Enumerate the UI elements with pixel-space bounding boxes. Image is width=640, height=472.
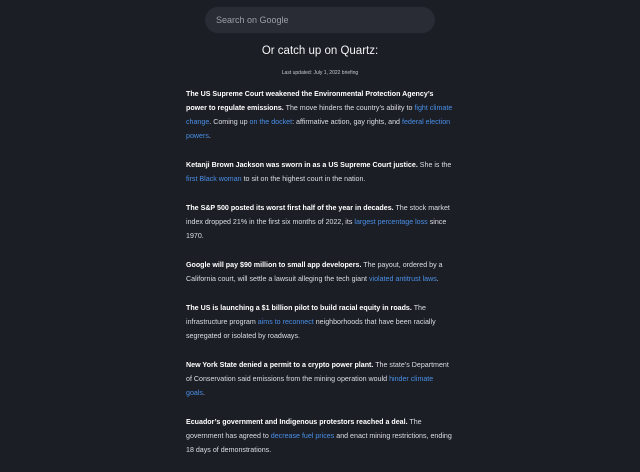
- news-text: The payout, ordered by a California court, will settle a lawsuit alleging the tech giant: [186, 261, 443, 283]
- news-text: The move hinders the country’s ability to: [283, 104, 415, 112]
- news-item: [186, 201, 454, 243]
- news-item: [186, 358, 454, 400]
- news-headline: Google will pay $90 million to small app developers.: [186, 261, 362, 269]
- news-text: The infrastructure program: [186, 304, 426, 326]
- news-headline: The US Supreme Court weakened the Environmental Protection Agency’s power to regulate emissions.: [186, 90, 434, 112]
- news-headline: The US is launching a $1 billion pilot to build racial equity in roads.: [186, 304, 412, 312]
- news-text: She is the: [417, 161, 452, 169]
- news-text: The government has agreed to: [186, 418, 422, 440]
- news-item: [186, 415, 454, 457]
- news-text: and enact mining restrictions, ending 18 days of demonstrations.: [186, 432, 452, 454]
- news-text: .: [202, 389, 205, 397]
- news-text: The state’s Department of Conservation said emissions from the mining operation would: [186, 361, 449, 383]
- news-headline: New York State denied a permit to a crypto power plant.: [186, 361, 374, 369]
- news-link[interactable]: decrease fuel prices: [270, 432, 335, 440]
- last-updated-label: Last updated: July 1, 2022 briefing: [281, 70, 359, 76]
- news-headline: Ecuador’s government and Indigenous protestors reached a deal.: [186, 418, 408, 426]
- news-text: .: [208, 132, 211, 140]
- search-input[interactable]: [216, 15, 424, 25]
- news-text: . Coming up: [209, 118, 250, 126]
- news-item: [186, 158, 454, 186]
- news-text: .: [436, 275, 439, 283]
- section-heading: Or catch up on Quartz:: [261, 45, 379, 57]
- news-link[interactable]: largest percentage loss: [354, 218, 428, 226]
- news-link[interactable]: fight climate change: [186, 104, 453, 126]
- news-text: : affirmative action, gay rights, and: [292, 118, 402, 126]
- news-text: The stock market index dropped 21% in the first six months of 2022, its: [186, 204, 450, 226]
- news-link[interactable]: hinder climate goals: [186, 375, 434, 397]
- news-text: since 1970.: [186, 218, 447, 240]
- news-item: [186, 258, 454, 286]
- news-headline: Ketanji Brown Jackson was sworn in as a US Supreme Court justice.: [186, 161, 418, 169]
- news-item: [186, 301, 454, 343]
- search-bar[interactable]: [205, 7, 435, 33]
- news-link[interactable]: first Black woman: [186, 175, 242, 183]
- news-link[interactable]: federal election powers: [186, 118, 451, 140]
- news-link[interactable]: on the docket: [249, 118, 293, 126]
- news-item: [186, 87, 454, 143]
- news-link[interactable]: aims to reconnect: [257, 318, 314, 326]
- news-text: neighborhoods that have been racially segregated or isolated by roadways.: [186, 318, 436, 340]
- news-link[interactable]: violated antitrust laws: [368, 275, 437, 283]
- news-headline: The S&P 500 posted its worst first half of the year in decades.: [186, 204, 394, 212]
- news-feed: [186, 87, 454, 472]
- news-text: to sit on the highest court in the nation.: [241, 175, 366, 183]
